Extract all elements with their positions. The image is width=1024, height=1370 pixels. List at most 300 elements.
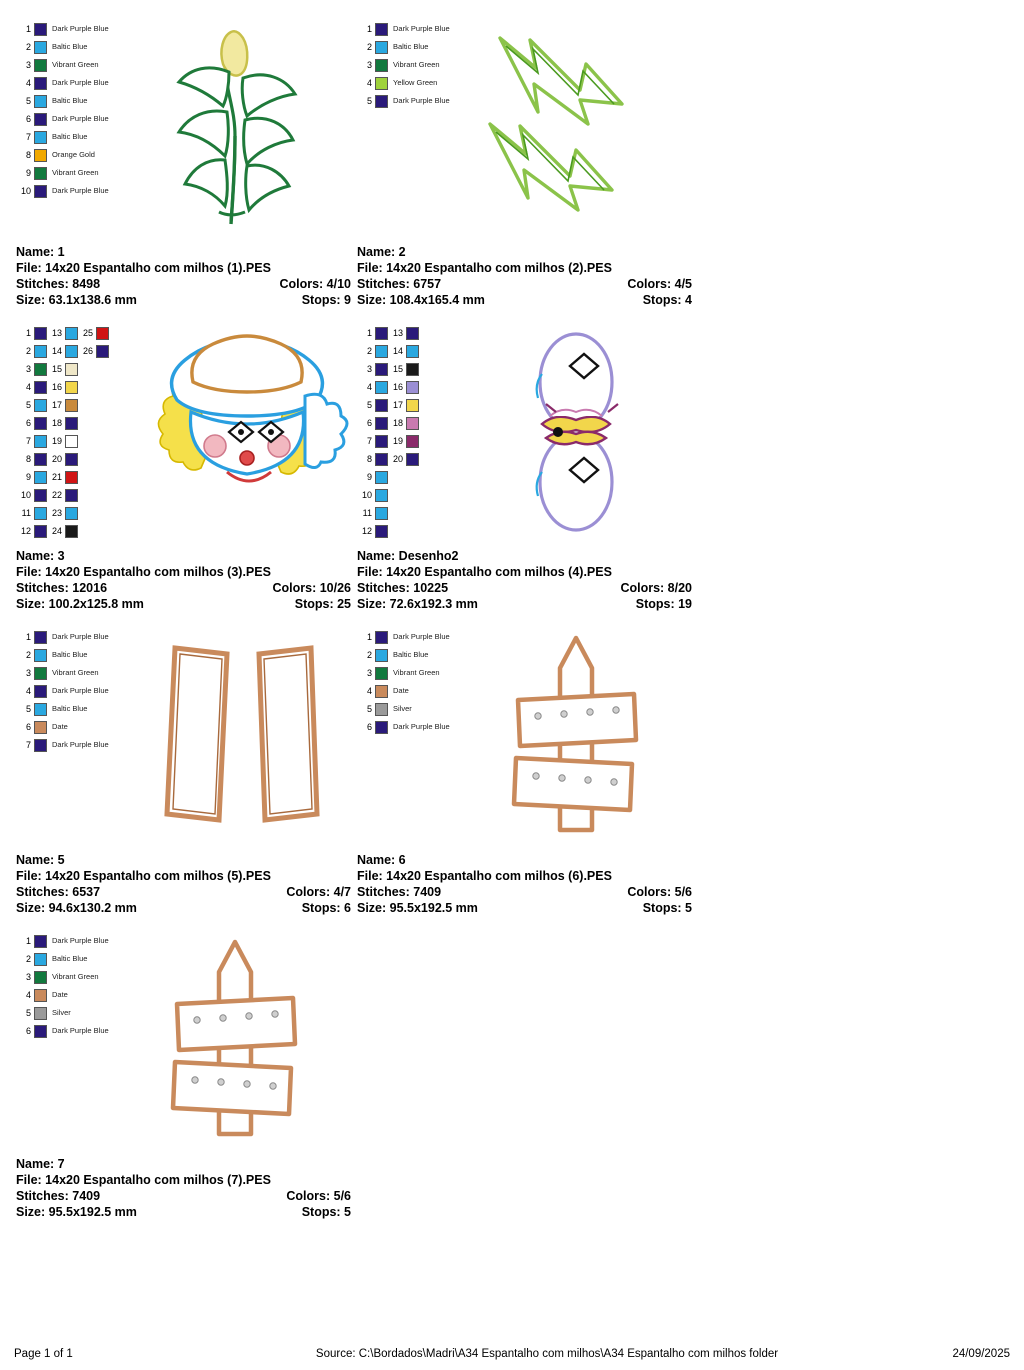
color-index: 6 (25, 418, 31, 428)
color-legend-row (16, 56, 109, 74)
color-legend-row (16, 20, 109, 38)
design-colors: Colors: 10/26 (272, 581, 351, 595)
design-colors: Colors: 5/6 (627, 885, 692, 899)
design-preview-area (355, 620, 692, 852)
design-entry (355, 316, 696, 612)
design-name: Name: 2 (357, 245, 406, 259)
color-index: 15 (392, 364, 403, 374)
footer-page-number: Page 1 of 1 (14, 1348, 73, 1360)
design-stops: Stops: 5 (301, 1205, 351, 1219)
color-name: Dark Purple Blue (52, 740, 109, 749)
color-name: Dark Purple Blue (52, 686, 109, 695)
color-index: 7 (366, 436, 372, 446)
color-swatch (34, 667, 47, 680)
color-legend-row (388, 396, 419, 414)
color-index: 2 (25, 42, 31, 52)
design-name: Name: 5 (16, 853, 65, 867)
color-swatch (34, 95, 47, 108)
design-entry (14, 316, 355, 612)
color-legend-row (357, 522, 388, 540)
color-swatch (375, 41, 388, 54)
color-swatch (34, 1025, 47, 1038)
color-legend-row (16, 396, 47, 414)
color-legend-row (47, 360, 78, 378)
design-file: File: 14x20 Espantalho com milhos (7).PES (16, 1173, 271, 1187)
color-legend-row (16, 1022, 109, 1040)
signpost-artwork (131, 928, 341, 1153)
color-legend-row (357, 646, 450, 664)
design-image (472, 320, 682, 545)
color-index: 3 (366, 364, 372, 374)
color-swatch (375, 363, 388, 376)
color-legend-row (357, 718, 450, 736)
arrows-artwork (472, 16, 682, 241)
color-name: Date (393, 686, 409, 695)
color-swatch (65, 363, 78, 376)
design-colors: Colors: 8/20 (620, 581, 692, 595)
color-swatch (34, 149, 47, 162)
page-footer (0, 1348, 1024, 1360)
color-index: 12 (361, 526, 372, 536)
color-name: Dark Purple Blue (52, 936, 109, 945)
color-legend-row (16, 468, 47, 486)
color-legend-row (357, 504, 388, 522)
color-swatch (34, 953, 47, 966)
color-index: 6 (25, 1026, 31, 1036)
color-legend-row (357, 486, 388, 504)
color-swatch (375, 453, 388, 466)
color-index: 3 (25, 364, 31, 374)
color-legend-row (388, 432, 419, 450)
design-preview-area (14, 316, 351, 548)
color-index: 2 (366, 650, 372, 660)
color-index: 17 (51, 400, 62, 410)
color-index: 13 (51, 328, 62, 338)
color-legend-row (16, 700, 109, 718)
design-image (131, 16, 341, 241)
design-image (472, 624, 682, 849)
color-index: 5 (25, 1008, 31, 1018)
color-legend (16, 628, 109, 754)
color-legend-row (16, 182, 109, 200)
design-preview-area (14, 12, 351, 244)
color-index: 23 (51, 508, 62, 518)
color-swatch (375, 703, 388, 716)
color-index: 5 (366, 400, 372, 410)
color-legend-row (16, 486, 47, 504)
color-swatch (34, 989, 47, 1002)
color-index: 4 (25, 382, 31, 392)
color-legend-row (16, 522, 47, 540)
color-legend-row (388, 378, 419, 396)
color-swatch (34, 489, 47, 502)
color-swatch (34, 417, 47, 430)
design-size: Size: 108.4x165.4 mm (357, 293, 485, 307)
color-legend-row (388, 414, 419, 432)
color-legend-row (16, 432, 47, 450)
color-index: 8 (25, 150, 31, 160)
design-preview-area (14, 924, 351, 1156)
color-swatch (375, 721, 388, 734)
color-swatch (34, 685, 47, 698)
color-legend (357, 324, 419, 540)
color-index: 12 (20, 526, 31, 536)
color-index: 7 (25, 740, 31, 750)
color-swatch (406, 453, 419, 466)
design-stops: Stops: 19 (635, 597, 692, 611)
design-colors: Colors: 4/7 (286, 885, 351, 899)
color-index: 9 (366, 472, 372, 482)
color-index: 11 (21, 508, 31, 518)
color-swatch (34, 525, 47, 538)
color-swatch (34, 363, 47, 376)
color-index: 9 (25, 168, 31, 178)
design-stops: Stops: 9 (301, 293, 351, 307)
color-name: Dark Purple Blue (52, 114, 109, 123)
color-legend-row (16, 38, 109, 56)
footer-source-path: Source: C:\Bordados\Madri\A34 Espantalho com milhos\A34 Espantalho com milhos folder (315, 1348, 779, 1360)
color-legend-row (47, 486, 78, 504)
color-index: 9 (25, 472, 31, 482)
color-legend-column (47, 324, 78, 540)
color-swatch (406, 345, 419, 358)
color-index: 10 (20, 490, 31, 500)
color-index: 19 (392, 436, 403, 446)
design-info (355, 244, 692, 308)
color-index: 3 (366, 668, 372, 678)
color-name: Orange Gold (52, 150, 95, 159)
color-swatch (65, 345, 78, 358)
color-legend-row (47, 378, 78, 396)
design-stops: Stops: 5 (642, 901, 692, 915)
color-swatch (34, 327, 47, 340)
color-legend-row (47, 432, 78, 450)
color-index: 4 (25, 686, 31, 696)
color-index: 5 (366, 704, 372, 714)
color-legend-row (47, 324, 78, 342)
color-legend-row (16, 504, 47, 522)
color-legend-row (357, 360, 388, 378)
color-name: Date (52, 722, 68, 731)
design-colors: Colors: 4/5 (627, 277, 692, 291)
color-index: 18 (51, 418, 62, 428)
color-legend-row (357, 432, 388, 450)
color-legend-column (16, 324, 47, 540)
color-legend-column (16, 628, 109, 754)
color-legend-row (47, 522, 78, 540)
color-name: Dark Purple Blue (393, 24, 450, 33)
design-name: Name: 3 (16, 549, 65, 563)
design-image (131, 624, 341, 849)
design-stitches: Stitches: 6757 (357, 277, 442, 291)
color-legend-row (357, 20, 450, 38)
color-name: Vibrant Green (393, 668, 440, 677)
color-name: Silver (393, 704, 412, 713)
color-legend-row (16, 450, 47, 468)
design-entry (14, 620, 355, 916)
color-legend-column (357, 20, 450, 110)
color-legend-row (16, 950, 109, 968)
color-name: Baltic Blue (393, 42, 429, 51)
color-legend-row (357, 74, 450, 92)
color-index: 2 (25, 954, 31, 964)
color-legend-column (388, 324, 419, 540)
color-swatch (34, 1007, 47, 1020)
color-index: 19 (51, 436, 62, 446)
design-size: Size: 95.5x192.5 mm (357, 901, 478, 915)
color-legend-row (357, 468, 388, 486)
color-index: 5 (366, 96, 372, 106)
color-swatch (375, 23, 388, 36)
bars-artwork (131, 624, 361, 849)
color-name: Vibrant Green (393, 60, 440, 69)
color-index: 18 (392, 418, 403, 428)
color-name: Dark Purple Blue (393, 722, 450, 731)
design-preview-area (355, 316, 692, 548)
color-legend-row (16, 628, 109, 646)
color-swatch (96, 327, 109, 340)
design-entry (355, 620, 696, 916)
color-swatch (375, 77, 388, 90)
design-size: Size: 72.6x192.3 mm (357, 597, 478, 611)
color-index: 16 (51, 382, 62, 392)
color-legend-row (357, 682, 450, 700)
design-stitches: Stitches: 7409 (357, 885, 442, 899)
design-preview-area (355, 12, 692, 244)
color-name: Baltic Blue (52, 96, 88, 105)
color-name: Date (52, 990, 68, 999)
design-stops: Stops: 25 (294, 597, 351, 611)
color-name: Dark Purple Blue (393, 632, 450, 641)
color-legend-row (16, 968, 109, 986)
design-size: Size: 94.6x130.2 mm (16, 901, 137, 915)
color-legend-row (357, 38, 450, 56)
color-swatch (34, 23, 47, 36)
color-name: Vibrant Green (52, 972, 99, 981)
color-legend-row (357, 324, 388, 342)
color-index: 5 (25, 400, 31, 410)
color-swatch (375, 667, 388, 680)
color-legend-row (47, 414, 78, 432)
color-name: Baltic Blue (52, 954, 88, 963)
color-swatch (375, 649, 388, 662)
color-swatch (375, 525, 388, 538)
color-index: 8 (366, 454, 372, 464)
design-info (14, 852, 351, 916)
color-index: 1 (366, 632, 372, 642)
color-index: 15 (51, 364, 62, 374)
color-index: 4 (366, 382, 372, 392)
design-size: Size: 63.1x138.6 mm (16, 293, 137, 307)
color-name: Dark Purple Blue (52, 1026, 109, 1035)
color-legend (357, 628, 450, 736)
color-index: 3 (25, 972, 31, 982)
color-index: 1 (25, 936, 31, 946)
color-swatch (96, 345, 109, 358)
color-legend-row (16, 164, 109, 182)
color-swatch (34, 345, 47, 358)
color-swatch (34, 381, 47, 394)
color-legend-row (16, 986, 109, 1004)
design-image (131, 320, 341, 545)
color-legend (357, 20, 450, 110)
color-swatch (34, 721, 47, 734)
color-index: 10 (20, 186, 31, 196)
color-legend-row (357, 56, 450, 74)
color-legend-row (357, 450, 388, 468)
color-name: Baltic Blue (52, 42, 88, 51)
color-swatch (65, 381, 78, 394)
color-index: 10 (361, 490, 372, 500)
design-file: File: 14x20 Espantalho com milhos (6).PES (357, 869, 612, 883)
color-swatch (375, 399, 388, 412)
color-index: 21 (51, 472, 62, 482)
color-index: 20 (51, 454, 62, 464)
design-colors: Colors: 5/6 (286, 1189, 351, 1203)
color-legend-row (16, 128, 109, 146)
color-swatch (65, 489, 78, 502)
color-swatch (34, 507, 47, 520)
design-info (14, 244, 351, 308)
color-legend-row (16, 682, 109, 700)
color-swatch (34, 131, 47, 144)
color-legend-row (16, 414, 47, 432)
color-swatch (34, 971, 47, 984)
color-swatch (34, 935, 47, 948)
color-index: 26 (82, 346, 93, 356)
design-entry (14, 12, 355, 308)
color-swatch (65, 327, 78, 340)
design-file: File: 14x20 Espantalho com milhos (1).PES (16, 261, 271, 275)
glasses-artwork (472, 320, 682, 545)
color-index: 2 (366, 346, 372, 356)
design-file: File: 14x20 Espantalho com milhos (5).PES (16, 869, 271, 883)
color-index: 6 (25, 114, 31, 124)
color-swatch (375, 381, 388, 394)
color-legend-row (16, 1004, 109, 1022)
corn-artwork (131, 16, 341, 241)
design-name: Name: 6 (357, 853, 406, 867)
color-index: 1 (366, 328, 372, 338)
color-index: 1 (366, 24, 372, 34)
color-legend-row (16, 646, 109, 664)
color-swatch (406, 363, 419, 376)
color-index: 22 (51, 490, 62, 500)
design-info (14, 548, 351, 612)
color-legend-row (357, 628, 450, 646)
color-index: 6 (366, 418, 372, 428)
color-swatch (65, 435, 78, 448)
color-legend-row (16, 110, 109, 128)
design-image (131, 928, 341, 1153)
color-legend-row (16, 664, 109, 682)
color-name: Yellow Green (393, 78, 438, 87)
color-index: 1 (25, 24, 31, 34)
color-index: 5 (25, 704, 31, 714)
color-legend-row (16, 324, 47, 342)
color-legend-row (16, 146, 109, 164)
color-legend (16, 20, 109, 200)
design-colors: Colors: 4/10 (279, 277, 351, 291)
color-swatch (406, 381, 419, 394)
color-legend-column (78, 324, 109, 540)
color-swatch (375, 345, 388, 358)
color-swatch (375, 59, 388, 72)
color-legend-row (357, 378, 388, 396)
color-swatch (34, 435, 47, 448)
color-swatch (375, 631, 388, 644)
color-index: 11 (362, 508, 372, 518)
signpost-artwork (472, 624, 682, 849)
color-legend-column (16, 20, 109, 200)
color-swatch (34, 739, 47, 752)
color-swatch (65, 525, 78, 538)
design-stitches: Stitches: 6537 (16, 885, 101, 899)
color-swatch (406, 417, 419, 430)
color-index: 7 (25, 132, 31, 142)
color-swatch (375, 685, 388, 698)
design-stitches: Stitches: 8498 (16, 277, 101, 291)
design-entry (355, 12, 696, 308)
design-preview-area (14, 620, 351, 852)
color-legend-row (357, 664, 450, 682)
color-swatch (406, 399, 419, 412)
color-name: Baltic Blue (52, 704, 88, 713)
color-index: 6 (366, 722, 372, 732)
design-file: File: 14x20 Espantalho com milhos (3).PES (16, 565, 271, 579)
color-swatch (406, 327, 419, 340)
design-file: File: 14x20 Espantalho com milhos (4).PES (357, 565, 612, 579)
color-legend-row (78, 342, 109, 360)
color-legend-column (357, 628, 450, 736)
color-index: 1 (25, 328, 31, 338)
design-name: Name: Desenho2 (357, 549, 459, 563)
color-swatch (375, 489, 388, 502)
design-name: Name: 7 (16, 1157, 65, 1171)
color-index: 20 (392, 454, 403, 464)
design-size: Size: 100.2x125.8 mm (16, 597, 144, 611)
color-name: Vibrant Green (52, 60, 99, 69)
color-index: 2 (25, 346, 31, 356)
design-stitches: Stitches: 12016 (16, 581, 108, 595)
design-name: Name: 1 (16, 245, 65, 259)
color-swatch (34, 113, 47, 126)
color-swatch (65, 507, 78, 520)
color-index: 4 (366, 686, 372, 696)
color-index: 3 (25, 60, 31, 70)
color-swatch (65, 417, 78, 430)
color-swatch (406, 435, 419, 448)
color-swatch (375, 507, 388, 520)
color-index: 4 (25, 78, 31, 88)
color-swatch (34, 703, 47, 716)
color-legend-row (388, 342, 419, 360)
color-swatch (34, 649, 47, 662)
color-index: 2 (25, 650, 31, 660)
color-legend-row (388, 450, 419, 468)
color-index: 14 (51, 346, 62, 356)
color-legend (16, 932, 109, 1040)
design-stitches: Stitches: 7409 (16, 1189, 101, 1203)
color-legend-column (16, 932, 109, 1040)
design-info (355, 548, 692, 612)
color-legend-row (47, 468, 78, 486)
color-swatch (65, 399, 78, 412)
color-legend-row (47, 504, 78, 522)
color-legend-row (16, 932, 109, 950)
color-legend-row (47, 396, 78, 414)
color-index: 13 (392, 328, 403, 338)
